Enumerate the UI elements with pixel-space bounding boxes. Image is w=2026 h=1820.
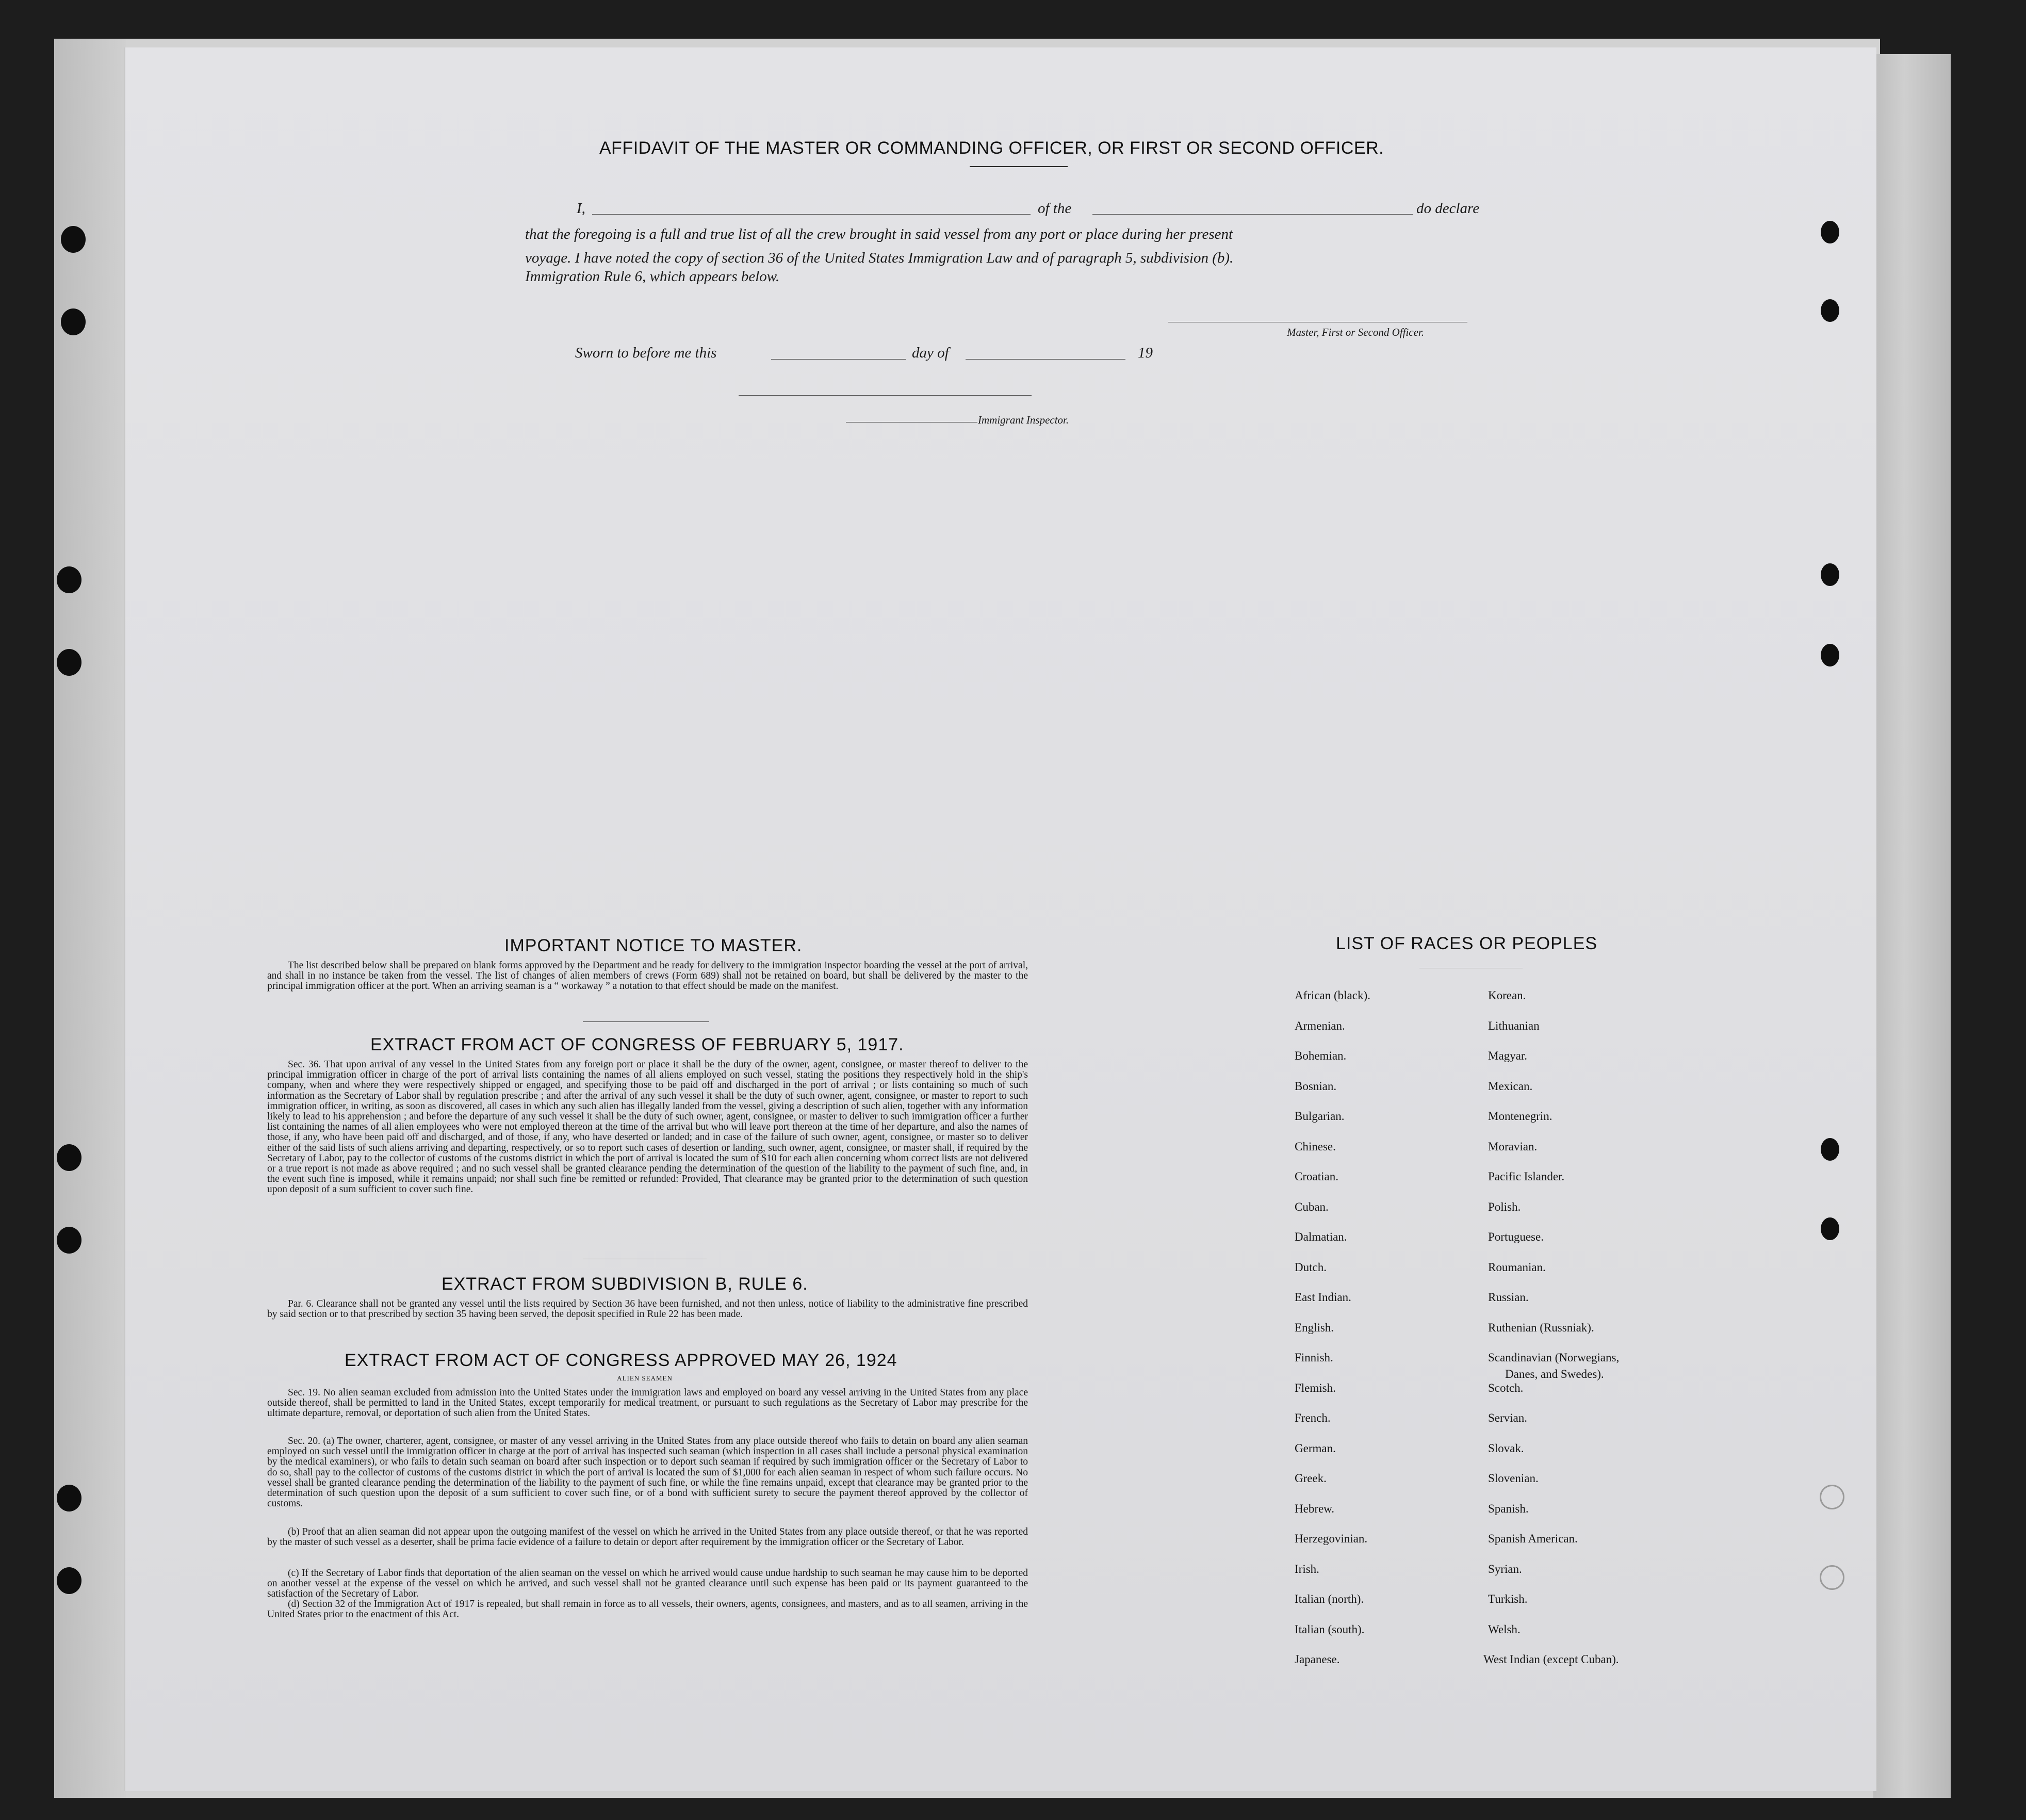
extract-1917-text: Sec. 36. That upon arrival of any vessel in the United States from any foreign port or place it shall be the duty of the owner, agent, consignee, or master thereof to deliver to the principal immigration officer in charge of the port of arrival lists containing the names of all aliens employed on such vessel, stating the positions they respectively hold in the ship's company, when and where they were respectively shipped or engaged, and specifying those to be paid off and discharged in the port of arrival ; or lists containing so much of such information as the Secretary of Labor shall by regulation prescribe ; and after the arrival of any such vessel it shall be the duty of such owner, agent, consignee, or master to report to such immigration officer, in writing, as soon as discovered, all cases in which any such alien has illegally landed from the vessel, giving a description of such alien, together with any information likely to lead to his apprehension ; and before the departure of any such vessel it shall be the duty of such owner, agent, consignee, or master to deliver to such immigration officer a further list containing the names of all alien employees who were not employed thereon at the time of the arrival but who will leave port thereon at the time of her departure, and also the names of those, if any, who have been paid off and discharged, and of those, if any, who have deserted or landed; and in case of the failure of such owner, agent, consignee, or master so to deliver either of the said lists of such aliens arriving and departing, respectively, or so to report such cases of desertion or landing, such owner, agent, consignee, or master shall, if required by the Secretary of Labor, pay to the collector of customs of the customs district in which the port of arrival is located the sum of $10 for each alien concerning whom correct lists are not delivered or a true report is not made as above required ; and no such vessel shall be granted clearance pending the determination of the question of the liability to the payment of such fine, and, in the event such fine is imposed, while it remains unpaid; nor shall such fine be remitted or refunded: Provided, That clearance may be granted prior to the determination of such question upon deposit of a sum sufficient to cover such fine. [267, 1059, 1028, 1195]
race-item: Bohemian. [1295, 1049, 1347, 1062]
race-item: Pacific Islander. [1488, 1170, 1565, 1183]
punch-hole-icon [57, 1144, 81, 1171]
affidavit-body-line: voyage. I have noted the copy of section 36 of the United States Immigration Law and of paragraph 5, subdivision (b). [525, 250, 1234, 266]
race-item: French. [1295, 1411, 1331, 1424]
race-item: Spanish American. [1488, 1532, 1578, 1545]
race-item: German. [1295, 1442, 1336, 1455]
race-item: Dutch. [1295, 1261, 1327, 1274]
inspector-blank-line [739, 395, 1032, 396]
punch-ring-icon [1820, 1565, 1844, 1590]
alien-seamen-subtitle: ALIEN SEAMEN [617, 1374, 673, 1382]
punch-hole-icon [57, 1567, 81, 1594]
affidavit-body-line: that the foregoing is a full and true list of all the crew brought in said vessel from any port or place during her present [525, 226, 1233, 242]
extract-1924-sec20a: Sec. 20. (a) The owner, charterer, agent, consignee, or master of any vessel arriving in the United States from any place outside thereof who fails to detain on board any alien seaman employed on such vessel until the immigration officer in charge at the port of arrival has inspected such seaman (which inspection in all cases shall include a personal physical examination by the medical examiners), or who fails to detain such seaman on board after such inspection or to deport such seaman if required by such immigration officer or the Secretary of Labor to do so, shall pay to the collector of customs of the customs district in which the port of arrival is located the sum of $1,000 for each alien seaman in respect of whom such failure occurs. No vessel shall be granted clearance pending the determination of the liability to the payment of such fine, or while the fine remains unpaid, except that clearance may be granted prior to the determination of such question upon the deposit of a sum sufficient to cover such fine, or of a bond with sufficient surety to secure the payment thereof approved by the collector of customs. [267, 1436, 1028, 1509]
race-item: Russian. [1488, 1291, 1529, 1304]
race-item: Flemish. [1295, 1382, 1336, 1394]
race-item: Herzegovinian. [1295, 1532, 1368, 1545]
inspector-signature-line [846, 422, 977, 423]
punch-hole-icon [57, 649, 81, 676]
race-item: Spanish. [1488, 1502, 1529, 1515]
race-item: Montenegrin. [1488, 1110, 1553, 1123]
race-item: Mexican. [1488, 1080, 1533, 1093]
affidavit-declare: do declare [1416, 200, 1480, 217]
affidavit-of-the: of the [1038, 200, 1072, 217]
punch-hole-icon [57, 566, 81, 593]
race-item: Japanese. [1295, 1653, 1340, 1666]
extract-1924-sec19: Sec. 19. No alien seaman excluded from admission into the United States under the immigration laws and employed on board any vessel arriving in the United States from any place outside thereof, shall be permitted to land in the United States, except temporarily for medical treatment, or pursuant to such regulations as the Secretary of Labor may prescribe for the ultimate departure, removal, or deportation of such alien from the United States. [267, 1387, 1028, 1419]
master-label: Master, First or Second Officer. [1287, 326, 1424, 338]
race-item: Bosnian. [1295, 1080, 1337, 1093]
punch-hole-icon [1821, 1138, 1839, 1161]
race-item: Slovenian. [1488, 1472, 1539, 1485]
race-item: Ruthenian (Russniak). [1488, 1321, 1594, 1334]
race-item: East Indian. [1295, 1291, 1351, 1304]
race-item: Lithuanian [1488, 1019, 1540, 1032]
race-item: Chinese. [1295, 1140, 1336, 1153]
title-underline [970, 166, 1068, 167]
punch-hole-icon [57, 1227, 81, 1254]
day-blank-line [771, 359, 906, 360]
race-item: Syrian. [1488, 1563, 1522, 1575]
race-item: Italian (south). [1295, 1623, 1365, 1636]
extract-1924-title: EXTRACT FROM ACT OF CONGRESS APPROVED MAY 26, 1924 [345, 1351, 897, 1370]
race-item: Moravian. [1488, 1140, 1538, 1153]
race-item: Magyar. [1488, 1049, 1528, 1062]
race-item: English. [1295, 1321, 1334, 1334]
notice-title: IMPORTANT NOTICE TO MASTER. [504, 936, 803, 955]
race-item: Korean. [1488, 989, 1526, 1002]
race-item: Irish. [1295, 1563, 1319, 1575]
extract-1917-title: EXTRACT FROM ACT OF CONGRESS OF FEBRUARY 5, 1917. [370, 1035, 904, 1054]
extract-1924-sec20d: (d) Section 32 of the Immigration Act of 1917 is repealed, but shall remain in force as to all vessels, their owners, agents, consignees, and masters, and as to all seamen, arriving in the United States prior to the enactment of this Act. [267, 1599, 1028, 1620]
name-blank-line [592, 214, 1031, 215]
race-item: Armenian. [1295, 1019, 1345, 1032]
race-item: Polish. [1488, 1200, 1521, 1213]
punch-hole-icon [61, 308, 86, 335]
sworn-label: Sworn to before me this [575, 345, 717, 361]
inspector-label: Immigrant Inspector. [978, 414, 1069, 426]
race-item: Roumanian. [1488, 1261, 1546, 1274]
race-item: African (black). [1295, 989, 1370, 1002]
punch-hole-icon [57, 1485, 81, 1512]
race-item: Greek. [1295, 1472, 1327, 1485]
year-label: 19 [1138, 345, 1153, 361]
affidavit-body-line: Immigration Rule 6, which appears below. [525, 268, 780, 285]
race-item: Hebrew. [1295, 1502, 1335, 1515]
race-item: Scotch. [1488, 1382, 1524, 1394]
race-item: Scandinavian (Norwegians, [1488, 1351, 1620, 1364]
race-item: Cuban. [1295, 1200, 1329, 1213]
race-item: Slovak. [1488, 1442, 1524, 1455]
punch-hole-icon [1821, 563, 1839, 586]
race-item: Welsh. [1488, 1623, 1521, 1636]
vessel-blank-line [1092, 214, 1413, 215]
notice-text: The list described below shall be prepared on blank forms approved by the Department and be ready for delivery to the immigration inspector boarding the vessel at the port of arrival, and shall in no instance be taken from the vessel. The list of changes of alien members of crews (Form 689) shall not be retained on board, but shall be delivered by the master to the principal immigration officer at the port. When an arriving seaman is a “ workaway ” a notation to that effect should be made on the manifest. [267, 960, 1028, 992]
race-item: Dalmatian. [1295, 1230, 1347, 1243]
day-of-label: day of [912, 345, 949, 361]
extract-1924-sec20b: (b) Proof that an alien seaman did not appear upon the outgoing manifest of the vessel on which he arrived in the United States from any place outside thereof, or that he was reported by the master of such vessel as a deserter, shall be prima facie evidence of a failure to detain or deport after requirement by the immigration officer or the Secretary of Labor. [267, 1526, 1028, 1548]
race-item: Danes, and Swedes). [1505, 1368, 1604, 1380]
binding-strip-left [54, 39, 126, 1798]
race-item: Croatian. [1295, 1170, 1338, 1183]
punch-hole-icon [1821, 299, 1839, 322]
races-title: LIST OF RACES OR PEOPLES [1336, 934, 1598, 953]
divider [583, 1021, 709, 1022]
binding-strip-right [1873, 54, 1951, 1798]
affidavit-title: AFFIDAVIT OF THE MASTER OR COMMANDING OFFICER, OR FIRST OR SECOND OFFICER. [599, 138, 1384, 158]
punch-hole-icon [1821, 221, 1839, 243]
punch-hole-icon [1821, 1217, 1839, 1240]
punch-hole-icon [1821, 644, 1839, 667]
race-item: Servian. [1488, 1411, 1528, 1424]
race-item: Turkish. [1488, 1593, 1528, 1605]
extract-rule6-title: EXTRACT FROM SUBDIVISION B, RULE 6. [442, 1274, 808, 1294]
race-item: West Indian (except Cuban). [1483, 1653, 1619, 1666]
extract-rule6-text: Par. 6. Clearance shall not be granted any vessel until the lists required by Section 36 have been furnished, and not then unless, notice of liability to the administrative fine prescribed by said section or to that prescribed by section 35 having been served, the deposit specified in Rule 22 has been made. [267, 1298, 1028, 1320]
month-blank-line [966, 359, 1125, 360]
race-item: Portuguese. [1488, 1230, 1544, 1243]
punch-ring-icon [1820, 1485, 1844, 1509]
affidavit-i: I, [577, 200, 585, 217]
extract-1924-sec20c: (c) If the Secretary of Labor finds that deportation of the alien seaman on the vessel on which he arrived would cause undue hardship to such seaman he may cause him to be deported on another vessel at the expense of the vessel on which he arrived, and such vessel shall not be granted clearance until such expense has been paid or its payment guaranteed to the satisfaction of the Secretary of Labor. [267, 1568, 1028, 1600]
race-item: Finnish. [1295, 1351, 1333, 1364]
punch-hole-icon [61, 226, 86, 253]
race-item: Bulgarian. [1295, 1110, 1345, 1123]
race-item: Italian (north). [1295, 1593, 1364, 1605]
